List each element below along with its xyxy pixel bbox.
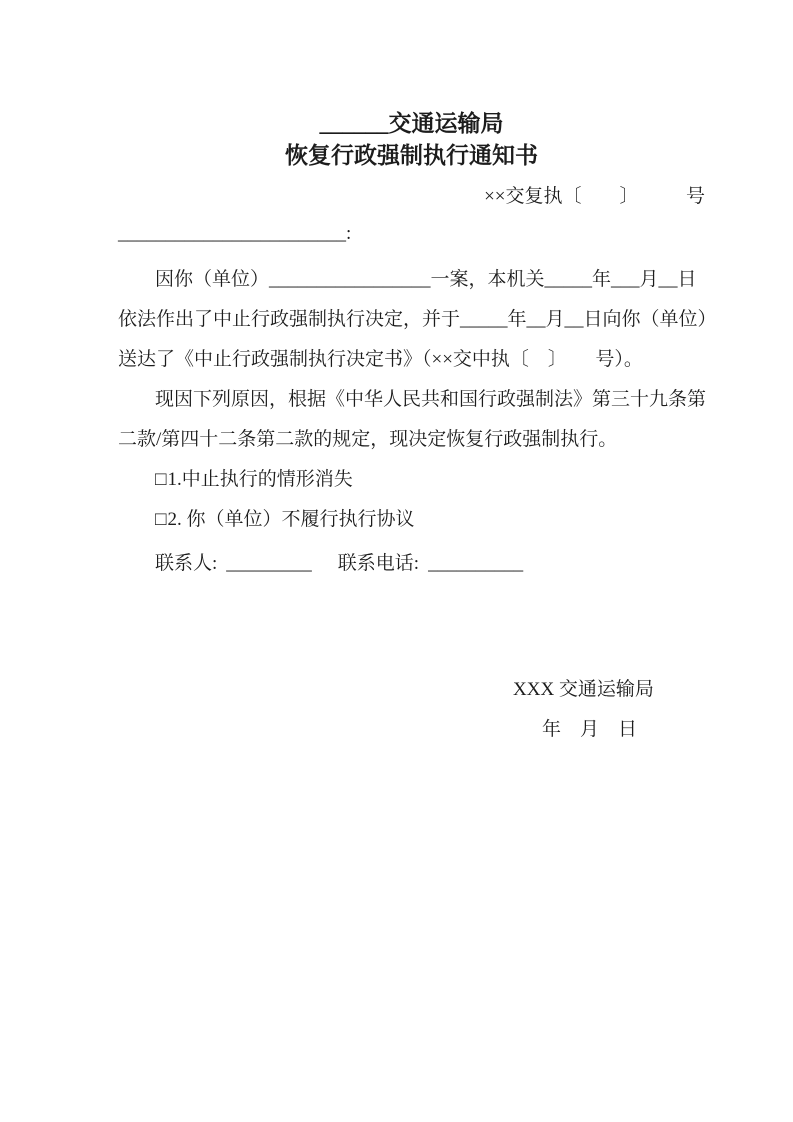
paragraph2-line2: 二款/第四十二条第二款的规定，现决定恢复行政强制执行。 bbox=[118, 429, 618, 450]
paragraph1-line1: 因你（单位）_________________一案，本机关_____年___月__日 bbox=[155, 269, 697, 290]
paragraph2-line1: 现因下列原因，根据《中华人民共和国行政强制法》第三十九条第 bbox=[155, 389, 707, 410]
org-title-line bbox=[118, 108, 705, 140]
option-1-row bbox=[118, 460, 705, 500]
document-number: ××交复执〔 〕 号 bbox=[484, 186, 705, 207]
addressee-blank-line: ________________________: bbox=[118, 223, 352, 244]
paragraph1-line2: 依法作出了中止行政强制执行决定，并于_____年__月__日向你（单位） bbox=[118, 309, 717, 330]
option-1-label: 1.中止执行的情形消失 bbox=[167, 469, 353, 490]
checkbox-icon: □ bbox=[155, 469, 167, 490]
contact-person-label: 联系人: bbox=[155, 553, 218, 574]
contact-person-blank: _________ bbox=[226, 553, 312, 574]
contact-phone-label: 联系电话: bbox=[337, 553, 420, 574]
option-2-label: 2. 你（单位）不履行执行协议 bbox=[167, 509, 415, 530]
document-content bbox=[118, 0, 717, 750]
contact-phone-blank: __________ bbox=[428, 553, 524, 574]
checkbox-icon: □ bbox=[155, 509, 167, 530]
option-2-row bbox=[118, 500, 705, 540]
document-title: 恢复行政强制执行通知书 bbox=[285, 143, 538, 168]
org-name: 交通运输局 bbox=[388, 111, 504, 136]
paragraph1-line3: 送达了《中止行政强制执行决定书》（××交中执〔 〕 号）。 bbox=[118, 349, 643, 370]
contact-row bbox=[118, 544, 705, 584]
org-name-blank: ______ bbox=[319, 111, 389, 136]
signature-date: 年 月 日 bbox=[542, 719, 638, 740]
signature-org: XXX 交通运输局 bbox=[513, 679, 654, 700]
